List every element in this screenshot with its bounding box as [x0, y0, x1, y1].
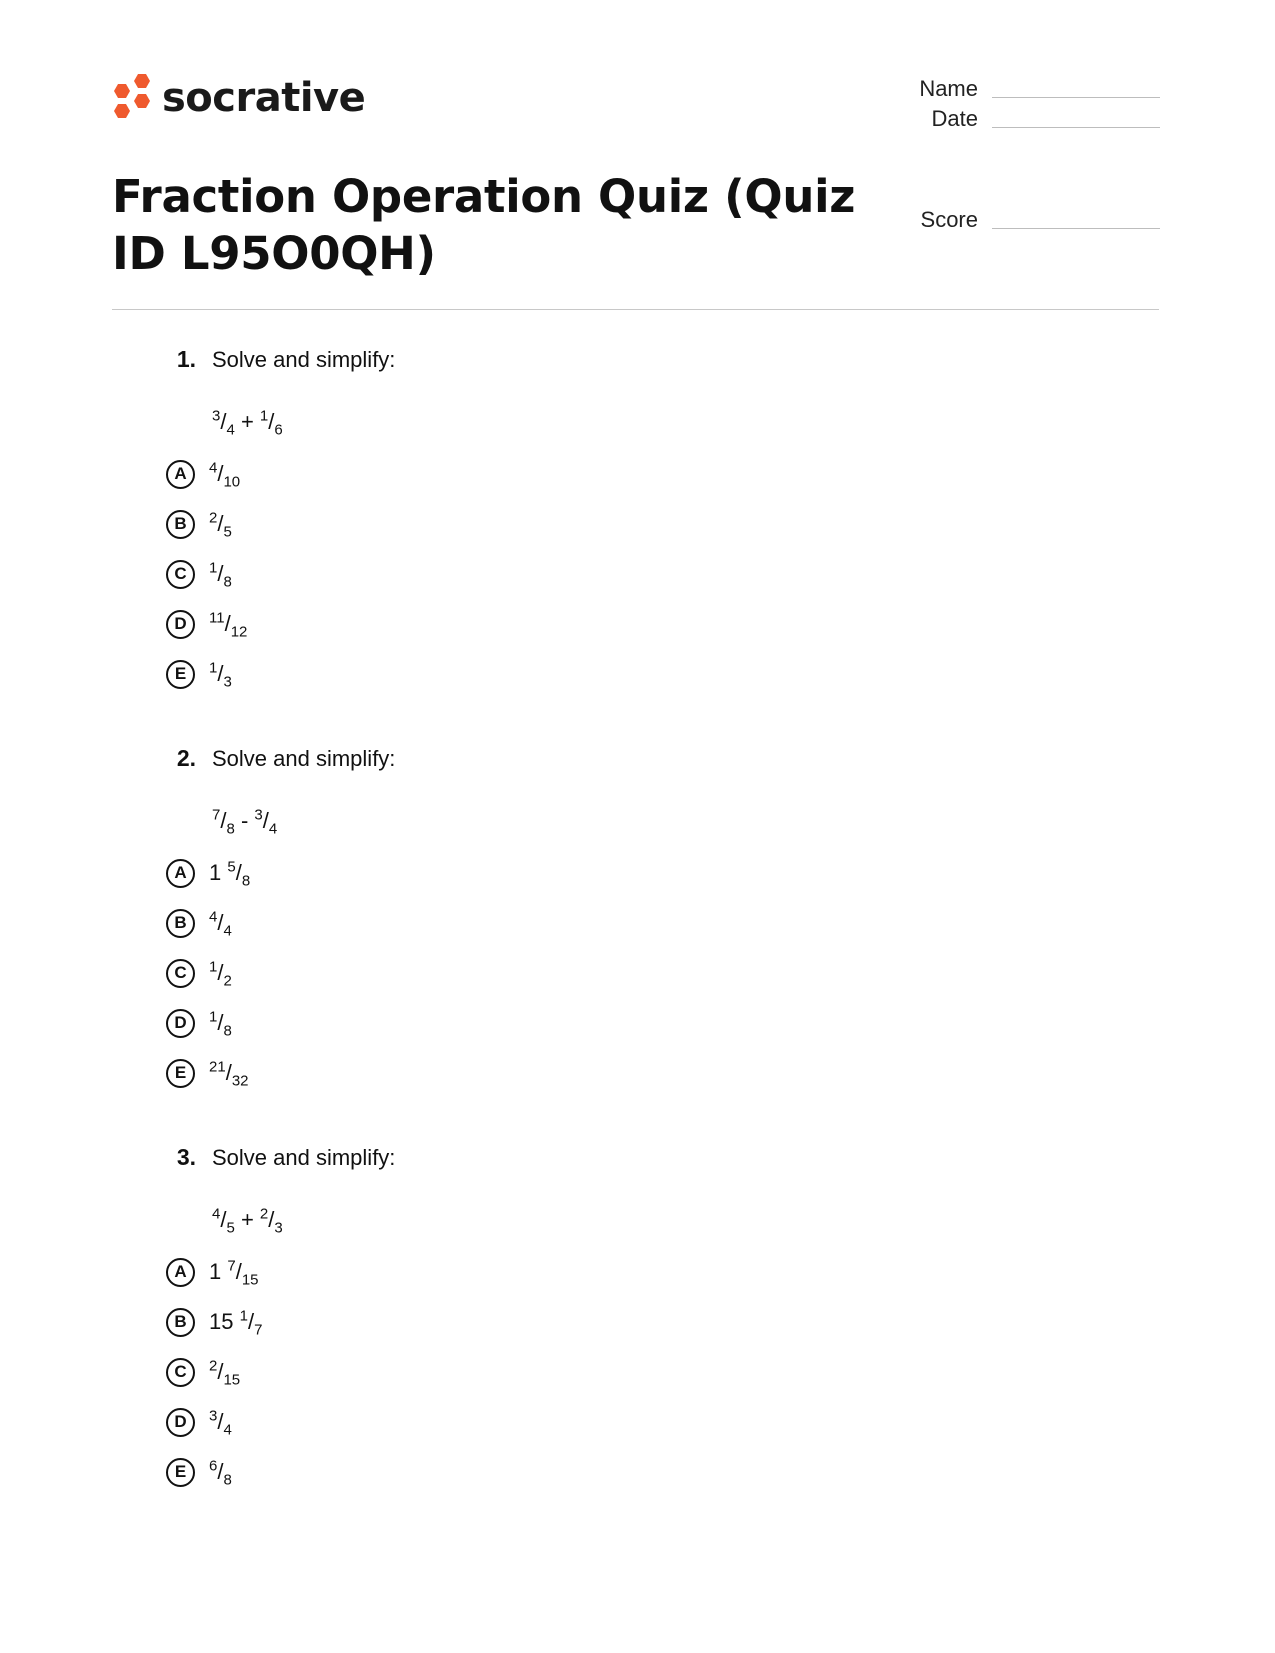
option-value: $^3/_4$ — [209, 1407, 232, 1439]
expr-a-numerator: 3 — [212, 407, 221, 425]
expr-b-numerator: 3 — [254, 806, 263, 824]
option-numerator: 2 — [209, 509, 218, 527]
answer-option-e[interactable] — [166, 657, 232, 691]
question-expression: $^7/_8 - ^3/_4$ — [212, 806, 278, 838]
option-denominator: 3 — [223, 673, 232, 691]
answer-option-c[interactable] — [166, 557, 232, 591]
expr-a-denominator: 5 — [226, 1219, 235, 1237]
option-letter-badge[interactable]: B — [166, 909, 195, 938]
option-letter-badge[interactable]: C — [166, 1358, 195, 1387]
quiz-title: Fraction Operation Quiz (Quiz ID L95O0QH) — [112, 170, 856, 280]
option-letter-badge[interactable]: E — [166, 660, 195, 689]
expr-operator: + — [240, 1207, 254, 1232]
option-letter-badge[interactable]: D — [166, 1408, 195, 1437]
option-denominator: 7 — [254, 1321, 263, 1339]
answer-option-b[interactable] — [166, 906, 232, 940]
option-letter-badge[interactable]: B — [166, 510, 195, 539]
option-value: $^2/_{15}$ — [209, 1357, 241, 1389]
hexagon-cluster-icon — [112, 72, 152, 124]
question-prompt: Solve and simplify: — [212, 746, 396, 771]
expr-a-denominator: 4 — [226, 421, 235, 439]
answer-option-c[interactable] — [166, 1355, 240, 1389]
option-whole: 1 — [209, 1259, 222, 1284]
option-numerator: 7 — [227, 1257, 236, 1275]
option-numerator: 4 — [209, 459, 218, 477]
option-whole: 15 — [209, 1309, 234, 1334]
option-letter-badge[interactable]: C — [166, 959, 195, 988]
option-numerator: 11 — [209, 609, 225, 627]
option-letter-badge[interactable]: A — [166, 460, 195, 489]
option-numerator: 1 — [209, 958, 218, 976]
date-field[interactable] — [992, 126, 1160, 128]
expr-a-numerator: 4 — [212, 1205, 221, 1223]
option-value: $^6/_8$ — [209, 1457, 232, 1489]
option-numerator: 4 — [209, 908, 218, 926]
option-value: $^4/_{10}$ — [209, 459, 241, 491]
name-row — [878, 78, 1160, 100]
option-numerator: 1 — [209, 659, 218, 677]
expr-a-denominator: 8 — [226, 820, 235, 838]
option-numerator: 6 — [209, 1457, 218, 1475]
option-denominator: 15 — [223, 1371, 241, 1389]
option-value: $^1/_8$ — [209, 1008, 232, 1040]
option-numerator: 1 — [209, 1008, 218, 1026]
expr-operator: + — [240, 409, 254, 434]
expr-operator: - — [240, 808, 249, 833]
option-letter-badge[interactable]: A — [166, 859, 195, 888]
option-value: 15 $^1/_7$ — [209, 1307, 263, 1339]
option-numerator: 5 — [227, 858, 236, 876]
expr-b-denominator: 4 — [268, 820, 278, 838]
expr-b-denominator: 6 — [274, 421, 283, 439]
answer-option-a[interactable] — [166, 856, 250, 890]
answer-option-e[interactable] — [166, 1455, 232, 1489]
score-label: Score — [920, 207, 978, 232]
answer-option-a[interactable] — [166, 1255, 259, 1289]
option-numerator: 2 — [209, 1357, 218, 1375]
option-letter-badge[interactable]: E — [166, 1458, 195, 1487]
option-denominator: 4 — [223, 922, 232, 940]
option-numerator: 1 — [209, 559, 218, 577]
option-numerator: 1 — [239, 1307, 248, 1325]
option-value: $^2/_5$ — [209, 509, 232, 541]
option-letter-badge[interactable]: D — [166, 610, 195, 639]
option-denominator: 2 — [223, 972, 232, 990]
option-whole: 1 — [209, 860, 222, 885]
option-letter-badge[interactable]: B — [166, 1308, 195, 1337]
answer-option-d[interactable] — [166, 607, 247, 641]
option-denominator: 10 — [223, 473, 241, 491]
name-field[interactable] — [992, 96, 1160, 98]
option-denominator: 8 — [223, 573, 232, 591]
option-value: $^1/_2$ — [209, 958, 232, 990]
option-value: $^{11}/_{12}$ — [209, 609, 248, 641]
option-denominator: 15 — [241, 1271, 259, 1289]
option-numerator: 21 — [209, 1058, 226, 1076]
expr-b-numerator: 1 — [259, 407, 269, 425]
answer-option-e[interactable] — [166, 1056, 249, 1090]
answer-option-a[interactable] — [166, 457, 240, 491]
expr-b-numerator: 2 — [259, 1205, 269, 1223]
question-number: 1. — [176, 346, 196, 372]
score-field[interactable] — [992, 227, 1160, 229]
page-header — [0, 0, 1275, 320]
answer-option-b[interactable] — [166, 507, 232, 541]
question-expression: $^4/_5 + ^2/_3$ — [212, 1205, 283, 1237]
option-letter-badge[interactable]: E — [166, 1059, 195, 1088]
answer-option-b[interactable] — [166, 1305, 262, 1339]
date-label: Date — [931, 106, 978, 131]
option-denominator: 4 — [223, 1421, 232, 1439]
score-row — [878, 209, 1160, 231]
option-denominator: 8 — [223, 1022, 232, 1040]
option-denominator: 12 — [230, 623, 248, 641]
option-denominator: 32 — [231, 1072, 249, 1090]
option-value: $^4/_4$ — [209, 908, 232, 940]
option-denominator: 8 — [241, 872, 251, 890]
question-prompt: Solve and simplify: — [212, 347, 396, 372]
option-denominator: 5 — [223, 523, 232, 541]
option-numerator: 3 — [209, 1407, 218, 1425]
option-letter-badge[interactable]: C — [166, 560, 195, 589]
option-letter-badge[interactable]: D — [166, 1009, 195, 1038]
option-letter-badge[interactable]: A — [166, 1258, 195, 1287]
option-value: $^1/_8$ — [209, 559, 232, 591]
brand-name: socrative — [162, 75, 366, 121]
question-number: 2. — [176, 745, 196, 771]
option-value: 1 $^7/_{15}$ — [209, 1257, 259, 1289]
name-label: Name — [919, 76, 978, 101]
option-value: $^1/_3$ — [209, 659, 232, 691]
question-prompt: Solve and simplify: — [212, 1145, 396, 1170]
date-row — [878, 108, 1160, 130]
answer-option-c[interactable] — [166, 956, 232, 990]
expr-b-denominator: 3 — [274, 1219, 283, 1237]
answer-option-d[interactable] — [166, 1006, 232, 1040]
question-number: 3. — [176, 1144, 196, 1170]
header-divider — [112, 309, 1159, 310]
option-denominator: 8 — [223, 1471, 232, 1489]
option-value: 1 $^5/_8$ — [209, 858, 251, 890]
socrative-logo — [112, 72, 365, 124]
expr-a-numerator: 7 — [212, 806, 221, 824]
answer-option-d[interactable] — [166, 1405, 232, 1439]
option-value: $^{21}/_{32}$ — [209, 1058, 249, 1090]
question-expression: $^3/_4 + ^1/_6$ — [212, 407, 283, 439]
